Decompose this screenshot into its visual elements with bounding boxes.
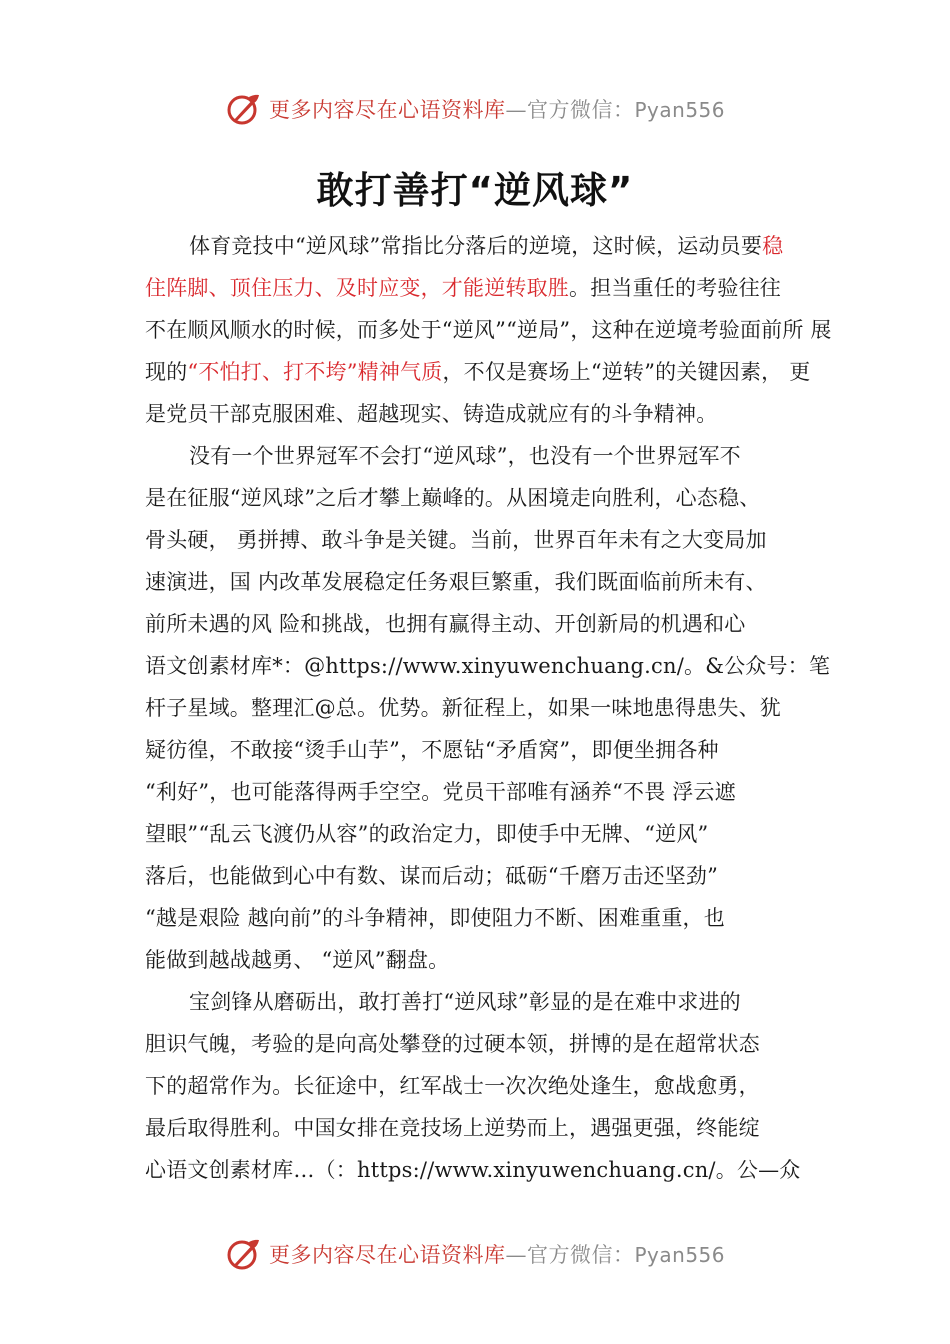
text-segment: 落后，也能做到心中有数、谋而后动；砥砺“千磨万击还坚劲” <box>145 864 719 888</box>
text-segment: 是在征服“逆风球”之后才攀上巅峰的。从困境走向胜利，心态稳、 <box>145 486 761 510</box>
text-segment: 前所未遇的风 险和挑战，也拥有赢得主动、开创新局的机遇和心 <box>145 612 746 636</box>
text-segment: 能做到越战越勇、 “逆风”翻盘。 <box>145 948 450 972</box>
paragraph <box>145 225 832 435</box>
banner-label: 官方微信： <box>527 1243 635 1267</box>
text-segment: 现的 <box>145 360 188 384</box>
text-segment: 速演进，国 内改革发展稳定任务艰巨繁重，我们既面临前所未有、 <box>145 570 767 594</box>
document-title: 敢打善打“逆风球” <box>316 169 634 212</box>
text-segment: 骨头硬， 勇拼搏、敢斗争是关键。当前，世界百年未有之大变局加 <box>145 528 767 552</box>
text-segment: 疑彷徨，不敢接“烫手山芋”，不愿钻“矛盾窝”，即便坐拥各种 <box>145 738 719 762</box>
text-line <box>145 477 815 519</box>
text-segment: “利好”，也可能落得两手空空。党员干部唯有涵养“不畏 浮云遮 <box>145 780 736 804</box>
banner-red-text: 更多内容尽在心语资料库 <box>269 1243 506 1267</box>
banner-separator: — <box>505 98 527 122</box>
highlighted-text: “不怕打、打不垮”精神气质 <box>187 360 443 384</box>
text-segment: 宝剑锋从磨砺出，敢打善打“逆风球”彰显的是在难中求进的 <box>189 990 741 1014</box>
text-segment: 不在顺风顺水的时候，而多处于“逆风”“逆局”，这种在逆境考验面前所 展 <box>145 318 832 342</box>
text-line <box>145 981 815 1023</box>
banner-account: Pyan556 <box>634 1243 726 1267</box>
text-line <box>145 1023 815 1065</box>
quill-pen-logo-icon <box>225 1236 261 1272</box>
document-body <box>145 225 832 1191</box>
text-line <box>145 687 815 729</box>
text-segment: 望眼”“乱云飞渡仍从容”的政治定力，即使手中无牌、“逆风” <box>145 822 709 846</box>
text-line <box>145 603 815 645</box>
text-line <box>145 519 815 561</box>
text-line <box>145 1149 815 1191</box>
text-segment: 杆子星域。整理汇@总。优势。新征程上，如果一味地患得患失、犹 <box>145 696 781 720</box>
text-segment: 心语文创素材库…（：https://www.xinyuwenchuang.cn/。公—众 <box>145 1158 801 1182</box>
banner-label: 官方微信： <box>527 98 635 122</box>
text-line <box>145 645 831 687</box>
text-segment: 。担当重任的考验往往 <box>569 276 781 300</box>
quill-pen-logo-icon <box>225 91 261 127</box>
text-line <box>145 813 815 855</box>
footer-banner <box>225 1234 725 1274</box>
banner-account: Pyan556 <box>634 98 726 122</box>
text-line <box>145 561 815 603</box>
text-line <box>145 771 815 813</box>
text-line <box>145 267 815 309</box>
banner-separator: — <box>505 1243 527 1267</box>
highlighted-text: 稳 <box>762 234 784 258</box>
paragraph <box>145 435 831 981</box>
text-line <box>145 435 815 477</box>
highlighted-text: 住阵脚、顶住压力、及时应变，才能逆转取胜 <box>145 276 569 300</box>
header-banner <box>225 89 725 129</box>
text-segment: 胆识气魄，考验的是向高处攀登的过硬本领，拼博的是在超常状态 <box>145 1032 760 1056</box>
text-line <box>145 351 815 393</box>
text-segment: “越是艰险 越向前”的斗争精神，即使阻力不断、困难重重，也 <box>145 906 725 930</box>
text-segment: 体育竞技中“逆风球”常指比分落后的逆境，这时候，运动员要 <box>189 234 763 258</box>
text-line <box>145 897 815 939</box>
text-line <box>145 939 815 981</box>
text-line <box>145 309 832 351</box>
text-line <box>145 729 815 771</box>
text-line <box>145 1065 815 1107</box>
text-line <box>145 855 815 897</box>
text-segment: 是党员干部克服困难、超越现实、铸造成就应有的斗争精神。 <box>145 402 718 426</box>
text-line <box>145 225 815 267</box>
text-segment: 语文创素材库*：@https://www.xinyuwenchuang.cn/。&公众号：笔 <box>145 654 831 678</box>
text-segment: 最后取得胜利。中国女排在竞技场上逆势而上，遇强更强，终能绽 <box>145 1116 760 1140</box>
banner-red-text: 更多内容尽在心语资料库 <box>269 98 506 122</box>
text-segment: 下的超常作为。长征途中，红军战士一次次绝处逢生，愈战愈勇， <box>145 1074 760 1098</box>
text-segment: 没有一个世界冠军不会打“逆风球”，也没有一个世界冠军不 <box>189 444 741 468</box>
paragraph <box>145 981 815 1191</box>
text-line <box>145 393 815 435</box>
text-segment: ，不仅是赛场上“逆转”的关键因素， 更 <box>442 360 811 384</box>
text-line <box>145 1107 815 1149</box>
